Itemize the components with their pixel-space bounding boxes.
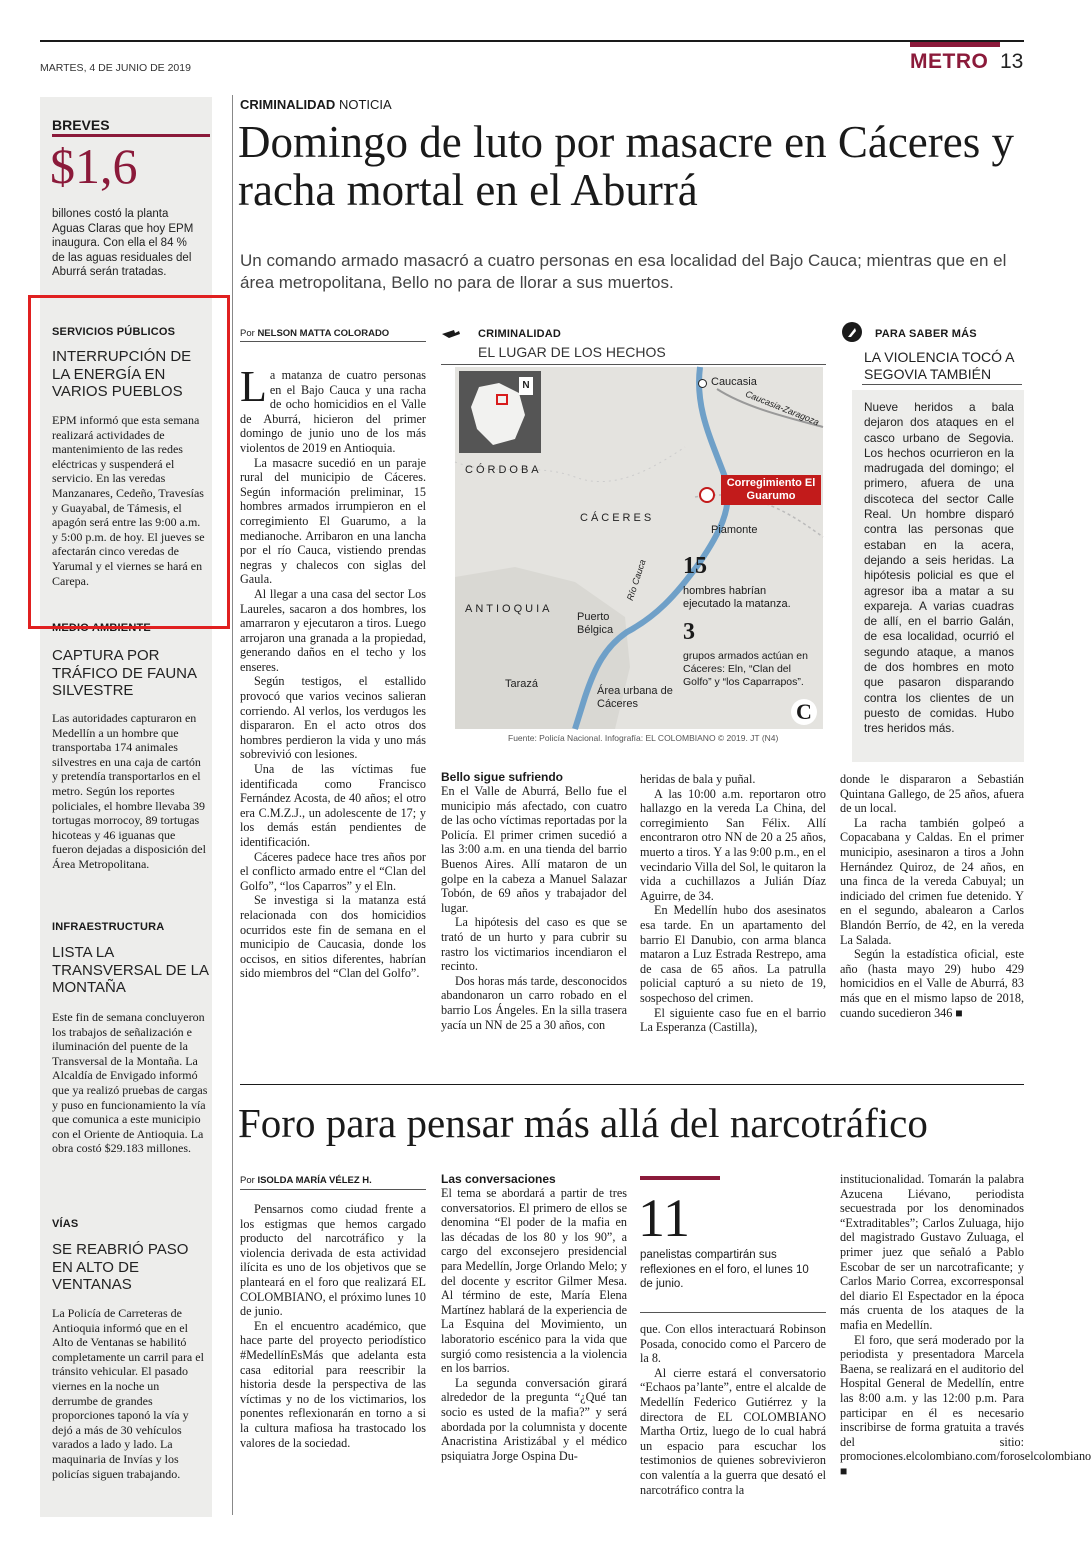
- breve-kicker-servicios: SERVICIOS PÚBLICOS: [52, 326, 176, 338]
- article1-paragraph: El siguiente caso fue en el barrio La Esperanza (Castilla),: [640, 1005, 826, 1035]
- article1-kicker: [240, 97, 392, 112]
- article1-deck: Un comando armado masacró a cuatro personas en esa localidad del Bajo Cauca; mientras que en el área metropolitana, Bello no para de llorar a sus muertos.: [240, 251, 1007, 292]
- north-arrow: N: [519, 377, 533, 395]
- saber-mas-icon: [842, 322, 862, 342]
- article2-col1: [240, 1202, 426, 1450]
- column-rule: [232, 95, 233, 1515]
- article2-paragraph: Al cierre estará el conversatorio “Echaos pa’lante”, entre el alcalde de Medellín Federico Gutiérrez y la directora de EL COLOMBIANO Martha Ortiz, luego de lo cual habrá un espacio para escuchar los testimonios de quienes sobrevivieron con valentía a la guerra que desató el narcotráfico contra la: [640, 1365, 826, 1497]
- article1-paragraph: Cáceres padece hace tres años por el conflicto armado entre el “Clan del Golfo”, “los Caparros” y el Eln.: [240, 849, 426, 893]
- article1-col1: [240, 362, 426, 981]
- map-label-antioquia: ANTIOQUIA: [465, 603, 553, 615]
- map-label-taraza: Tarazá: [505, 678, 539, 690]
- article1-lead: [240, 362, 426, 456]
- map-stat2-number: 3: [683, 619, 695, 645]
- article-divider: [240, 1084, 1024, 1085]
- article2-paragraph: El tema se abordará a partir de tres conversatorios. El primero de ellos se denomina “El poder de la mafia en las décadas de los 80 y los 90”, a cargo del exconsejero presidencial para Medellín, Jorge Orlando Melo; y del docente y escritor Gilmer Mesa. Al término de este, María Elena Martínez hablará de la experiencia de La Esquina del Movimiento, un laboratorio escénico para la vida que surgió como resistencia a la violencia en los barrios.: [441, 1186, 627, 1376]
- map-label-caceres: CÁCERES: [580, 512, 655, 524]
- highlight-box: [28, 295, 230, 629]
- saber-mas-rule: [862, 384, 1022, 385]
- article2-paragraph: El foro, que será moderado por la periodista y presentadora Marcela Baena, se realizará en el auditorio del Hospital General de Medellín, entre las 8:00 a.m. y las 12:00 p.m. Para participar en él es necesario inscribirse de forma gratuita a través del sitio: promociones.elcolombiano.com/foroselcolombiano ■: [840, 1332, 1091, 1478]
- map-stat2-text: grupos armados actúan en Cáceres: Eln, “Clan del Golfo” y “los Caparrapos”.: [683, 650, 808, 688]
- article2-paragraph: institucionalidad. Tomarán la palabra Azucena Liévano, periodista secuestrada por los denominados “Extraditables”; Carlos Zuluaga, hijo del magistrado Gustavo Zuluaga, el primer juez que señaló a Pablo Escobar de ser un narcotraficante; y Carlos Mario Correa, excorresponsal del diario El Espectador en la época más cruenta de los ataques de la mafia en Medellín.: [840, 1172, 1024, 1332]
- map-panel: [455, 367, 823, 729]
- article2-stat-accent: [640, 1176, 720, 1180]
- article2-byline-name: ISOLDA MARÍA VÉLEZ H.: [257, 1175, 372, 1186]
- breves-label: BREVES: [52, 117, 110, 133]
- article1-paragraph: La racha también golpeó a Copacabana y Caldas. En el primer municipio, asesinaron a tiros a John Hernández Quiroz, de 24 años, en una finca de la vereda Cabuyal; un indiciado del crimen fue detenido. Y en el segundo, abalearon a Carlos Blandón Berrío, de 42, en la vereda La Salada.: [840, 815, 1024, 947]
- breve-title-ambiente: CAPTURA POR TRÁFICO DE FAUNA SILVESTRE: [52, 647, 197, 699]
- article2-byline-prefix: Por: [240, 1175, 255, 1186]
- article1-paragraph: Según la estadística oficial, este año (hasta mayo 29) hubo 429 homicidios en el Valle de Aburrá, 83 más que en el mismo lapso de 2018, cuando sucedieron 346 ■: [840, 947, 1024, 1020]
- map-title: EL LUGAR DE LOS HECHOS: [478, 344, 666, 360]
- article1-subhead: Bello sigue sufriendo: [441, 770, 564, 784]
- saber-mas-label: PARA SABER MÁS: [875, 328, 977, 340]
- article1-paragraph: Una de las víctimas fue identificada como Francisco Fernández Acosta, de 40 años; el otro era C.M.Z.J., un adolescente de 17; y los demás están pendientes de identificación.: [240, 762, 426, 849]
- article1-paragraph: A las 10:00 a.m. reportaron otro hallazgo en la vereda La China, del corregimiento San Félix. Allí encontraron otro NN de 20 a 25 años, muerto a tiros. Y a las 9:00 p.m., en el vecindario Villa del Sol, le quitaron la vida a cuchillazos a Julián Díaz Aguirre, de 34.: [640, 786, 826, 903]
- article2-byline: [240, 1175, 372, 1186]
- map-label-corregimiento: Corregimiento El Guarumo: [721, 475, 821, 505]
- section-accent-bar: [910, 42, 1000, 47]
- map-label-puerto: Puerto Bélgica: [577, 611, 614, 636]
- map-kicker: CRIMINALIDAD: [478, 328, 562, 340]
- article2-paragraph: Pensarnos como ciudad frente a los estigmas que hemos cargado producto del narcotráfico y la violencia derivada de esta actividad ilícita es uno de los objetivos que se planteará en el foro que realizará EL COLOMBIANO, el próximo lunes 10 de junio.: [240, 1202, 426, 1319]
- guarumo-marker: [699, 487, 715, 503]
- breves-big-number: $1,6: [50, 138, 138, 194]
- map-title-rule: [441, 364, 826, 365]
- article2-subhead: Las conversaciones: [441, 1172, 556, 1186]
- saber-mas-title: LA VIOLENCIA TOCÓ A SEGOVIA TAMBIÉN: [864, 349, 1014, 382]
- article2-stat-rule: [640, 1312, 826, 1313]
- drop-cap: L: [240, 362, 267, 411]
- breve-body-infraestructura: Este fin de semana concluyeron los trabajos de señalización e iluminación del puente de la Transversal de la Montaña. La Alcaldía de Envigado informó que ya realizó pruebas de cargas y puso en funcionamiento la vía que comunica a este municipio con el Oriente de Antioquia. La obra costó $29.183 millones.: [52, 1010, 208, 1156]
- map-stat1-number: 15: [683, 553, 707, 579]
- article1-col2: [441, 770, 627, 1032]
- section-name: METRO: [910, 50, 989, 73]
- article2-col3: [640, 1322, 826, 1497]
- article1-byline-prefix: Por: [240, 328, 255, 339]
- map-inset: [459, 371, 541, 453]
- article1-lead-text: a matanza de cuatro personas en el Bajo Cauca y una racha de ocho homicidios en el Valle de Aburrá, hicieron del primer domingo de junio uno de los más violentos de 2019 en Antioquia.: [240, 368, 426, 455]
- article2-byline-rule: [240, 1189, 426, 1190]
- map-label-piamonte: Piamonte: [711, 524, 758, 536]
- article2-paragraph: En el encuentro académico, que hace parte del proyecto periodístico #MedellínEsMás que adelanta esta casa editorial para reescribir la historia desde la perspectiva de las víctimas y no de los victimarios, los ponentes reflexionarán en torno a si la cultura mafiosa ha trastocado los valores de la sociedad.: [240, 1318, 426, 1450]
- map-label-road: Caucasia-Zaragoza: [743, 388, 821, 428]
- article1-byline-rule: [240, 341, 426, 342]
- article1-paragraph: Se investiga si la matanza está relacionada con dos homicidios ocurridos este fin de semana en el municipio de Caucasia, donde los occisos, en sitios diferentes, habrían sido miembros del “Clan del Golfo”.: [240, 893, 426, 981]
- article2-col4: [840, 1172, 1091, 1478]
- breve-kicker-vias: VÍAS: [52, 1218, 79, 1230]
- publisher-logo: C: [791, 699, 817, 725]
- breve-kicker-infraestructura: INFRAESTRUCTURA: [52, 921, 165, 933]
- article1-byline: [240, 328, 389, 339]
- article2-col2: [441, 1172, 627, 1463]
- article1-paragraph: Según testigos, el estallido provocó que varios vecinos salieran corriendo. Al verlos, los verdugos les dispararon. En el acto otros dos hombres perdieron la vida y uno más sobrevivió con lesiones.: [240, 674, 426, 762]
- map-label-area: Área urbana de Cáceres: [597, 685, 673, 710]
- article2-stat-text: panelistas compartirán sus reflexiones en el foro, el lunes 10 de junio.: [640, 1249, 809, 1290]
- article1-paragraph: La hipótesis del caso es que se trató de un hurto y para cubrir su rastro los victimarios incendiaron el recinto.: [441, 915, 627, 974]
- article1-paragraph: donde le dispararon a Sebastián Quintana Gallego, de 25 años, afuera de un local.: [840, 772, 1024, 816]
- breve-title-servicios: INTERRUPCIÓN DE LA ENERGÍA EN VARIOS PUEBLOS: [52, 348, 192, 400]
- map-kicker-icon: [441, 325, 461, 341]
- article2-paragraph: La segunda conversación girará alrededor de la pregunta “¿Qué tan socio es usted de la mafia?” y será abordada por la columnista y docente Anacristina Aristizábal y el médico psiquiatra Jorge Ospina Du-: [441, 1375, 627, 1463]
- article2-paragraph: que. Con ellos interactuará Robinson Posada, conocido como el Parcero de la 8.: [640, 1322, 826, 1366]
- breve-kicker-ambiente: MEDIO AMBIENTE: [52, 622, 151, 634]
- issue-date: MARTES, 4 DE JUNIO DE 2019: [40, 62, 191, 74]
- map-label-caucasia: Caucasia: [711, 376, 757, 388]
- saber-mas-body: Nueve heridos a bala dejaron dos ataques en el casco urbano de Segovia. Los hechos ocurrieron en la madrugada del domingo; el primero, afuera de una discoteca del sector Calle Real. Un hombre disparó contra las personas que estaban en la acera, dejando a seis heridas. La hipótesis policial es que el agresor iba a matar a su expareja. A varias cuadras de allí, en el barrio Galán, de esa localidad, ocurrió el segundo ataque, a manos de dos hombres en moto que pasaron disparando contra los clientes de un puesto de comidas. Hubo tres heridos más.: [864, 400, 1014, 736]
- article1-paragraph: heridas de bala y puñal.: [640, 772, 756, 786]
- breve-title-vias: SE REABRIÓ PASO EN ALTO DE VENTANAS: [52, 1241, 189, 1293]
- article2-headline: Foro para pensar más allá del narcotráfico: [238, 1100, 928, 1146]
- breves-big-text: billones costó la planta Aguas Claras que hoy EPM inaugura. Con ella el 84 % de las aguas residuales del Aburrá serán tratadas.: [52, 208, 194, 278]
- breve-body-vias: La Policía de Carreteras de Antioquia informó que en el Alto de Ventanas se habilitó completamente un carril para el tránsito vehicular. El pasado viernes en la noche un derrumbe de grandes proporciones taponó la vía y dejó a más de 30 vehículos varados a lado y lado. La maquinaria de Invías y los policías siguen trabajando.: [52, 1306, 204, 1481]
- article1-headline: Domingo de luto por masacre en Cáceres y racha mortal en el Aburrá: [238, 117, 1014, 215]
- breve-body-ambiente: Las autoridades capturaron en Medellín a un hombre que transportaba 174 animales silvestres en una caja de cartón y pretendía transportarlos en el metro. Según los reportes policiales, el hombre llevaba 39 tortugas morrocoy, 89 tortugas hicoteas y 46 iguanas que fueron dejadas a disposición del Área Metropolitana.: [52, 711, 206, 871]
- article2-stat-number: 11: [638, 1188, 690, 1248]
- breve-body-servicios: EPM informó que esta semana realizará actividades de mantenimiento de las redes eléctricas y suspenderá el servicio. En las veredas Manzanares, Cedeño, Travesías y Guayabal, de Támesis, el apagón será entre las 9:00 a.m. y 5:00 p.m. de hoy. El jueves se afectarán cinco veredas de Yarumal y el viernes se hará en Carepa.: [52, 413, 205, 588]
- map-label-rio: Río Cauca: [624, 558, 648, 602]
- article1-paragraph: Al llegar a una casa del sector Los Laureles, sacaron a dos hombres, los amarraron y ejecutaron a tiros. Luego arrojaron una granada a la propiedad, generando daños en el techo y los enseres.: [240, 586, 426, 674]
- page-number: 13: [1000, 50, 1024, 73]
- top-rule: [40, 40, 1024, 42]
- article1-col4: [840, 772, 1024, 1020]
- article1-col3: [640, 772, 826, 1035]
- map-source: Fuente: Policía Nacional. Infografía: EL COLOMBIANO © 2019. JT (N4): [508, 733, 779, 743]
- article1-paragraph: En Medellín hubo dos asesinatos esa tarde. En un apartamento del barrio El Danubio, con arma blanca mataron a Luz Estrada Restrepo, ama de casa de 65 años. La patrulla policial capturó a su nieto de 19, sospechoso del crimen.: [640, 903, 826, 1005]
- caucasia-dot: [698, 379, 707, 388]
- map-label-cordoba: CÓRDOBA: [465, 464, 542, 476]
- article1-paragraph: En el Valle de Aburrá, Bello fue el municipio más afectado, con cuatro de las ocho víctimas reportadas por la Policía. El primer crimen sucedió a las 3:00 a.m. en una tienda del barrio Buenos Aires. Allí mataron de un golpe en la cabeza a Manuel Salazar Tobón, de 69 años y trabajador del lugar.: [441, 784, 627, 915]
- breve-title-infraestructura: LISTA LA TRANSVERSAL DE LA MONTAÑA: [52, 944, 209, 996]
- article1-kicker-bold: CRIMINALIDAD: [240, 97, 336, 112]
- article1-paragraph: La masacre sucedió en un paraje rural del municipio de Cáceres. Según información preliminar, 15 hombres armados irrumpieron en el corregimiento El Guarumo, a la medianoche. Arribaron en una lancha por el río Cauca, vistiendo prendas negras y chalecos con siglas del Gaula.: [240, 455, 426, 587]
- map-stat1-text: hombres habrían ejecutado la matanza.: [683, 585, 791, 610]
- article1-kicker-light: NOTICIA: [338, 97, 392, 112]
- article1-paragraph: Dos horas más tarde, desconocidos abandonaron un carro robado en el barrio Los Ángeles. En la silla trasera yacía un NN de 25 a 30 años, con: [441, 973, 627, 1032]
- article1-byline-name: NELSON MATTA COLORADO: [257, 328, 390, 339]
